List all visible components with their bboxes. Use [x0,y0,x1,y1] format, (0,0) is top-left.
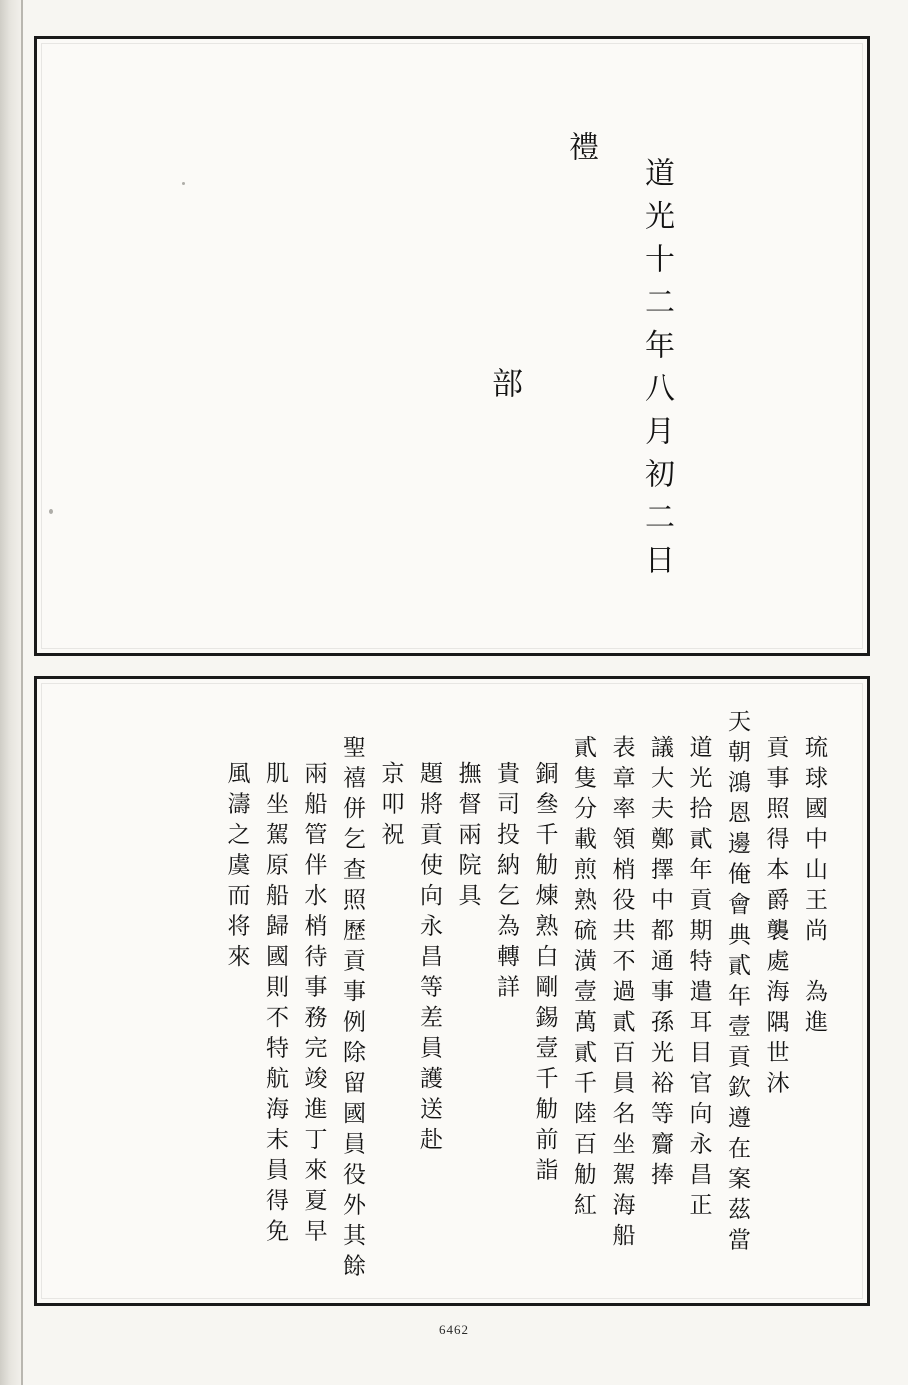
lower-columns [37,679,867,1303]
book-spine-edge [21,0,23,1385]
body-column-14: 兩船管伴水梢待事務完竣進丁來夏早 [300,761,327,1249]
body-column-15: 肌坐駕原船歸國則不特航海末員得免 [262,761,288,1249]
column-ministry-title: 禮 [563,131,598,174]
body-column-3: 天朝鴻恩邊俺會典貳年壹貢欽遵在案茲當 [724,709,750,1258]
body-column-4: 道光拾貳年貢期特遣耳目官向永昌正 [685,735,712,1223]
body-column-7: 貳隻分載煎熟硫潢壹萬貳千陸百觔紅 [570,735,596,1223]
book-spine-shadow [0,0,22,1385]
page-number: 6462 [439,1322,469,1337]
body-column-16: 風濤之虞而将來 [223,761,250,975]
upper-columns [37,39,867,653]
body-column-2: 貢事照得本爵襲處海隅世沐 [762,735,789,1101]
column-date: 道光十二年八月初二日 [639,157,674,587]
body-column-8: 銅叄千觔煉熟白剛錫壹千觔前詣 [531,761,558,1188]
body-column-6: 表章率領梢役共不過貳百員名坐駕海船 [608,735,635,1254]
column-ministry-body: 部 [486,367,522,411]
lower-text-frame [34,676,870,1306]
body-column-12: 京叩祝 [377,761,404,853]
body-column-1: 琉球國中山王尚 為進 [801,735,827,1040]
body-column-10: 撫督兩院具 [454,761,481,914]
body-column-13: 聖禧併乞查照歷貢事例除留國員役外其餘 [339,735,365,1284]
body-column-5: 議大夫鄭擇中都通事孫光裕等齎捧 [647,735,673,1193]
upper-text-frame [34,36,870,656]
body-column-11: 題將貢使向永昌等差員護送赴 [416,761,442,1158]
body-column-9: 貴司投納乞為轉詳 [493,761,519,1005]
